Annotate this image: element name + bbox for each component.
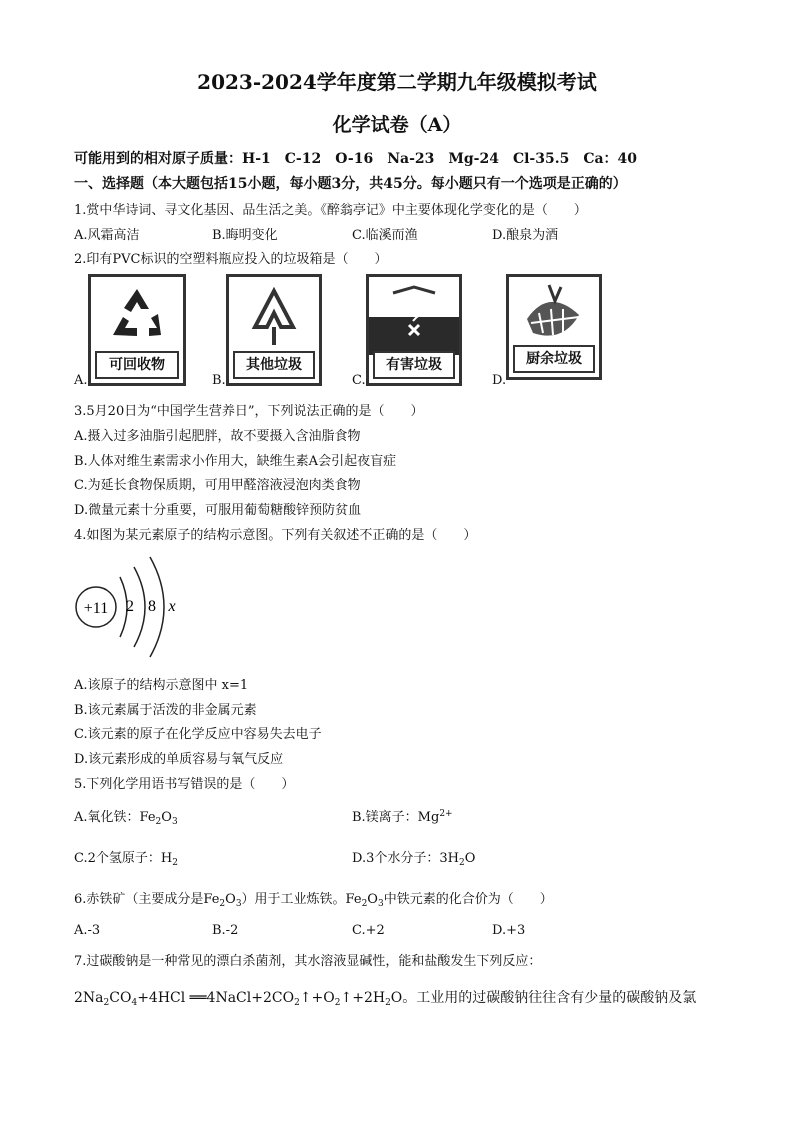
q1-option-b: B.晦明变化 bbox=[212, 228, 278, 243]
bin-b-label: 其他垃圾 bbox=[233, 351, 315, 379]
q2-option-c: C. bbox=[352, 373, 366, 388]
exam-title: 2023-2024学年度第二学期九年级模拟考试 bbox=[197, 70, 597, 94]
q2-stem: 2.印有PVC标识的空塑料瓶应投入的垃圾箱是（ ） bbox=[74, 252, 388, 267]
q4-option-a: A.该原子的结构示意图中 x=1 bbox=[74, 678, 249, 693]
q6-option-c: C.+2 bbox=[352, 923, 385, 938]
hazardous-bin-image bbox=[366, 274, 462, 386]
q6-stem: 6.赤铁矿（主要成分是$Fe_2O_3$）用于工业炼铁。$Fe_2O_3$中铁元素的化合价为（ ） bbox=[74, 892, 553, 909]
q4-option-c: C.该元素的原子在化学反应中容易失去电子 bbox=[74, 727, 322, 742]
q6-option-d: D.+3 bbox=[492, 923, 526, 938]
q3-option-c: C.为延长食物保质期，可用甲醛溶液浸泡肉类食物 bbox=[74, 478, 361, 493]
q3-option-d: D.微量元素十分重要，可服用葡萄糖酸锌预防贫血 bbox=[74, 503, 362, 518]
shell-2-count: 8 bbox=[148, 598, 156, 615]
recycle-icon bbox=[91, 283, 183, 353]
bin-c-label: 有害垃圾 bbox=[373, 351, 455, 379]
q7-equation: $2Na_2CO_4+4HCl$ $══4NaCl+2CO_2↑+O_2↑+2H_2O$。工业用的过碳酸钠往往含有少量的碳酸钠及氯 bbox=[74, 990, 697, 1008]
shell-3-count: x bbox=[168, 598, 176, 615]
q1-option-a: A.风霜高洁 bbox=[74, 228, 140, 243]
q1-option-c: C.临溪而渔 bbox=[352, 228, 418, 243]
q4-option-d: D.该元素形成的单质容易与氧气反应 bbox=[74, 752, 284, 767]
exam-subtitle: 化学试卷（A） bbox=[332, 114, 462, 136]
q5-option-a: A.氧化铁：$Fe_2O_3$ bbox=[74, 810, 178, 827]
q7-stem: 7.过碳酸钠是一种常见的漂白杀菌剂，其水溶液显碱性，能和盐酸发生下列反应： bbox=[74, 954, 542, 969]
q6-option-a: A.-3 bbox=[74, 923, 101, 938]
q2-option-b: B. bbox=[212, 373, 226, 388]
electron-shell-2 bbox=[134, 567, 145, 647]
atomic-masses: 可能用到的相对原子质量：H-1 C-12 O-16 Na-23 Mg-24 Cl-35.5 Ca：40 bbox=[74, 151, 638, 167]
q5-stem: 5.下列化学用语书写错误的是（ ） bbox=[74, 777, 295, 792]
bin-a-label: 可回收物 bbox=[95, 351, 179, 379]
q1-stem: 1.赏中华诗词、寻文化基因、品生活之美。《醉翁亭记》中主要体现化学变化的是（ ） bbox=[74, 203, 587, 218]
q6-option-b: B.-2 bbox=[212, 923, 239, 938]
section-heading: 一、选择题（本大题包括15小题，每小题3分，共45分。每小题只有一个选项是正确的） bbox=[74, 176, 627, 192]
bin-d-label: 厨余垃圾 bbox=[513, 345, 595, 373]
q3-option-a: A.摄入过多油脂引起肥胖，故不要摄入含油脂食物 bbox=[74, 429, 361, 444]
other-waste-bin-image bbox=[226, 274, 322, 386]
hazardous-icon bbox=[369, 277, 459, 355]
food-waste-bin-image bbox=[506, 274, 602, 380]
q2-option-d: D. bbox=[492, 373, 507, 388]
q4-option-b: B.该元素属于活泼的非金属元素 bbox=[74, 703, 257, 718]
q5-option-b: B.镁离子：$Mg^{2+}$ bbox=[352, 809, 453, 825]
q5-option-d: D.3个水分子：$3H_2O$ bbox=[352, 851, 476, 868]
nucleus-charge: +11 bbox=[83, 600, 109, 617]
q4-stem: 4.如图为某元素原子的结构示意图。下列有关叙述不正确的是（ ） bbox=[74, 528, 477, 543]
atom-structure-diagram bbox=[72, 553, 202, 663]
q2-option-a: A. bbox=[74, 373, 88, 388]
q5-option-c: C.2个氢原子：$H_2$ bbox=[74, 851, 178, 868]
q3-option-b: B.人体对维生素需求小作用大，缺维生素A会引起夜盲症 bbox=[74, 454, 397, 469]
food-waste-icon bbox=[509, 279, 599, 351]
shell-1-count: 2 bbox=[126, 598, 134, 615]
other-waste-icon bbox=[229, 283, 319, 353]
recyclable-bin-image bbox=[88, 274, 186, 386]
q1-option-d: D.酿泉为酒 bbox=[492, 228, 559, 243]
q3-stem: 3.5月20日为“中国学生营养日”，下列说法正确的是（ ） bbox=[74, 404, 424, 419]
